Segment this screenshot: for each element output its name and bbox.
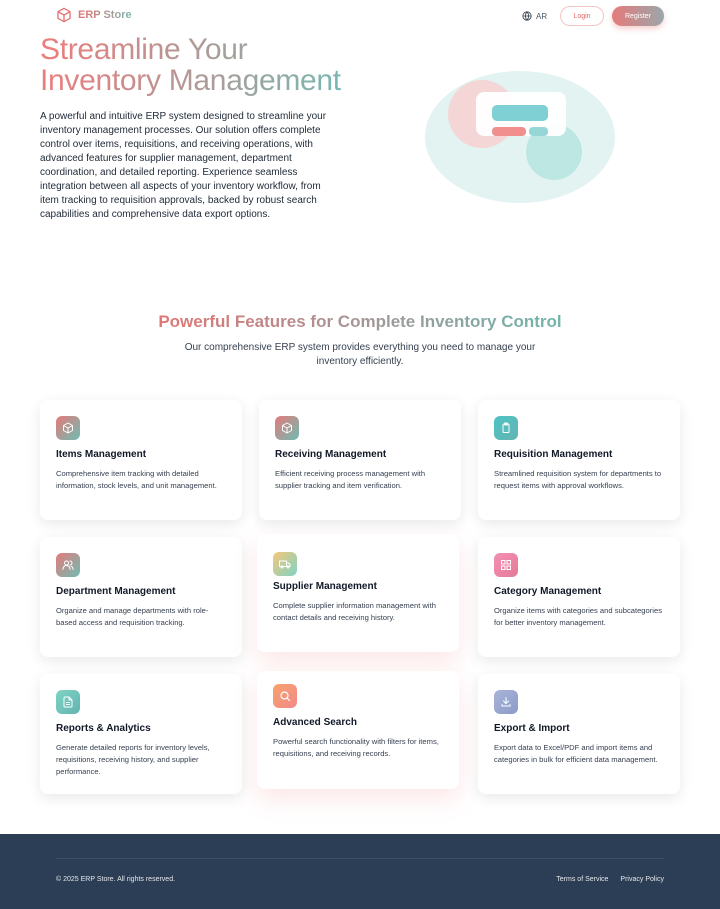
footer-links xyxy=(556,876,664,883)
language-switch[interactable] xyxy=(518,9,551,23)
feature-card-requisition[interactable] xyxy=(478,400,680,520)
users-icon xyxy=(56,553,80,577)
hero-title xyxy=(40,34,360,96)
features-subtitle: Our comprehensive ERP system provides everything you need to manage your inventory efficiently. xyxy=(184,342,536,367)
truck-icon xyxy=(273,552,297,576)
top-nav xyxy=(0,0,720,34)
cube-icon xyxy=(56,416,80,440)
feature-card-export[interactable] xyxy=(478,674,680,794)
feature-title: Items Management xyxy=(56,449,147,460)
terms-link[interactable]: Terms of Service xyxy=(556,876,609,883)
hero-title-line2: Inventory Management xyxy=(40,64,341,97)
hero-title-line1: Streamline Your xyxy=(40,33,248,66)
feature-title: Reports & Analytics xyxy=(56,723,151,734)
feature-description: Powerful search functionality with filters for items, requisitions, and receiving records. xyxy=(273,737,439,758)
box-icon xyxy=(275,416,299,440)
register-button[interactable]: Register xyxy=(612,6,664,26)
feature-description: Comprehensive item tracking with detailed information, stock levels, and unit management. xyxy=(56,469,217,490)
feature-card-search[interactable] xyxy=(257,671,459,789)
privacy-link[interactable]: Privacy Policy xyxy=(620,876,664,883)
download-icon xyxy=(494,690,518,714)
feature-card-receiving[interactable] xyxy=(259,400,461,520)
search-icon xyxy=(273,684,297,708)
feature-title: Supplier Management xyxy=(273,581,377,592)
features-title: Powerful Features for Complete Inventory Control xyxy=(0,312,720,332)
feature-title: Department Management xyxy=(56,586,176,597)
hero-illustration xyxy=(424,70,616,204)
copyright: © 2025 ERP Store. All rights reserved. xyxy=(56,876,176,883)
cube-logo-icon xyxy=(56,7,72,23)
feature-description: Complete supplier information management with contact details and receiving history. xyxy=(273,601,436,622)
feature-title: Category Management xyxy=(494,586,602,597)
document-icon xyxy=(56,690,80,714)
feature-card-category[interactable] xyxy=(478,537,680,657)
feature-title: Advanced Search xyxy=(273,717,357,728)
brand[interactable] xyxy=(56,7,132,23)
brand-name: ERP Store xyxy=(78,9,132,21)
login-button[interactable]: Login xyxy=(560,6,604,26)
feature-title: Requisition Management xyxy=(494,449,613,460)
footer-divider xyxy=(56,858,664,859)
language-label: AR xyxy=(536,11,548,21)
feature-description: Streamlined requisition system for departments to request items with approval workflows. xyxy=(494,469,662,490)
feature-description: Export data to Excel/PDF and import items and categories in bulk for efficient data management. xyxy=(494,743,658,764)
hero-description: A powerful and intuitive ERP system designed to streamline your inventory management processes. Our solution offers complete control over items, requisitions, and receiving operations, with advanced features for supplier management, department coordination, and detailed reporting. Experience seamless integration between all aspects of your inventory workflow, from item tracking to requisition approvals, backed by robust search capabilities and comprehensive data export options. xyxy=(40,111,327,220)
clipboard-icon xyxy=(494,416,518,440)
feature-card-reports[interactable] xyxy=(40,674,242,794)
feature-card-items[interactable] xyxy=(40,400,242,520)
feature-title: Receiving Management xyxy=(275,449,387,460)
feature-description: Organize and manage departments with role-based access and requisition tracking. xyxy=(56,606,209,627)
feature-title: Export & Import xyxy=(494,723,570,734)
feature-card-supplier[interactable] xyxy=(257,534,459,652)
feature-description: Efficient receiving process management with supplier tracking and item verification. xyxy=(275,469,426,490)
footer xyxy=(0,834,720,909)
feature-description: Organize items with categories and subcategories for better inventory management. xyxy=(494,606,662,627)
feature-card-department[interactable] xyxy=(40,537,242,657)
feature-description: Generate detailed reports for inventory levels, requisitions, receiving history, and supplier performance. xyxy=(56,743,210,776)
grid-icon xyxy=(494,553,518,577)
globe-icon xyxy=(522,11,532,21)
